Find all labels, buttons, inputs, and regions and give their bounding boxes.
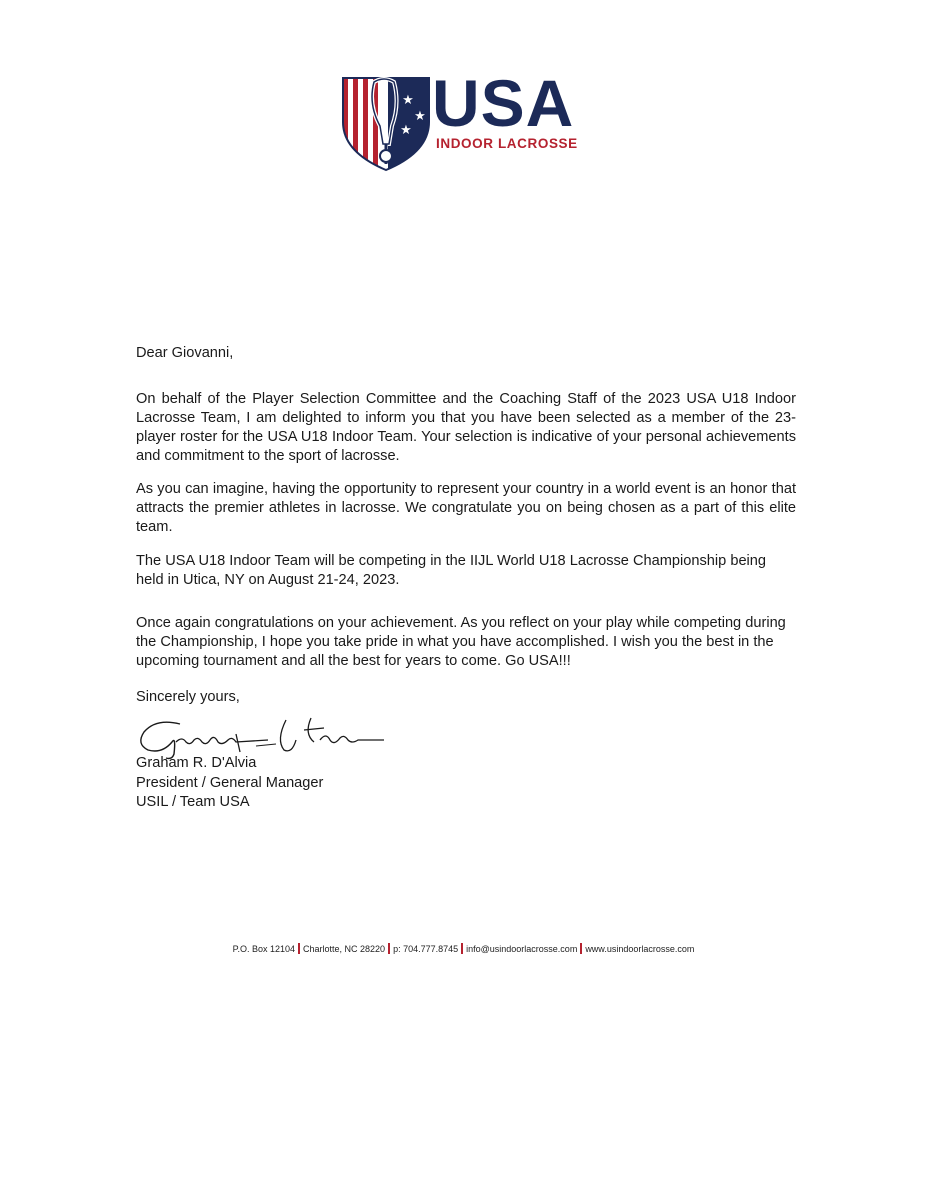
footer-email: info@usindoorlacrosse.com — [466, 944, 578, 954]
salutation: Dear Giovanni, — [136, 345, 234, 361]
signer-title: President / General Manager — [136, 774, 324, 791]
footer-website: www.usindoorlacrosse.com — [585, 944, 695, 954]
signer-org: USIL / Team USA — [136, 794, 250, 810]
paragraph-1: On behalf of the Player Selection Committee and the Coaching Staff of the 2023 USA U18 Indoor Lacrosse Team, I am delighted to inform you that you have been selected as a member of the 23-player roster for the USA U18 Indoor Team. Your selection is indicative of your personal achievements and commitment to the sport of lacrosse. — [136, 391, 796, 464]
svg-text:★: ★ — [402, 92, 414, 107]
svg-text:★: ★ — [414, 108, 426, 123]
footer-separator — [298, 943, 300, 954]
footer-contact — [0, 943, 927, 954]
footer-phone: p: 704.777.8745 — [393, 944, 459, 954]
footer-separator — [461, 943, 463, 954]
signer-name: Graham R. D'Alvia — [136, 755, 257, 771]
paragraph-2: As you can imagine, having the opportunity to represent your country in a world event is an honor that attracts the premier athletes in lacrosse. We congratulate you on being chosen as a part of this elite team. — [136, 481, 796, 535]
footer-po-box: P.O. Box 12104 — [232, 944, 296, 954]
signer-block — [136, 754, 323, 813]
footer-city: Charlotte, NC 28220 — [303, 944, 386, 954]
footer-separator — [388, 943, 390, 954]
closing: Sincerely yours, — [136, 689, 240, 705]
shield-lacrosse-icon — [340, 74, 432, 172]
svg-text:★: ★ — [400, 122, 412, 137]
usa-indoor-lacrosse-logo — [340, 66, 580, 174]
footer-separator — [580, 943, 582, 954]
logo-subline: INDOOR LACROSSE — [436, 136, 578, 151]
paragraph-3: The USA U18 Indoor Team will be competing in the IIJL World U18 Lacrosse Championship being held in Utica, NY on August 21-24, 2023. — [136, 553, 767, 588]
logo-wordmark: USA — [432, 66, 575, 140]
paragraph-4: Once again congratulations on your achievement. As you reflect on your play while competing during the Championship, I hope you take pride in what you have accomplished. I wish you the best in the upcoming tournament and all the best for years to come. Go USA!!! — [136, 615, 786, 669]
